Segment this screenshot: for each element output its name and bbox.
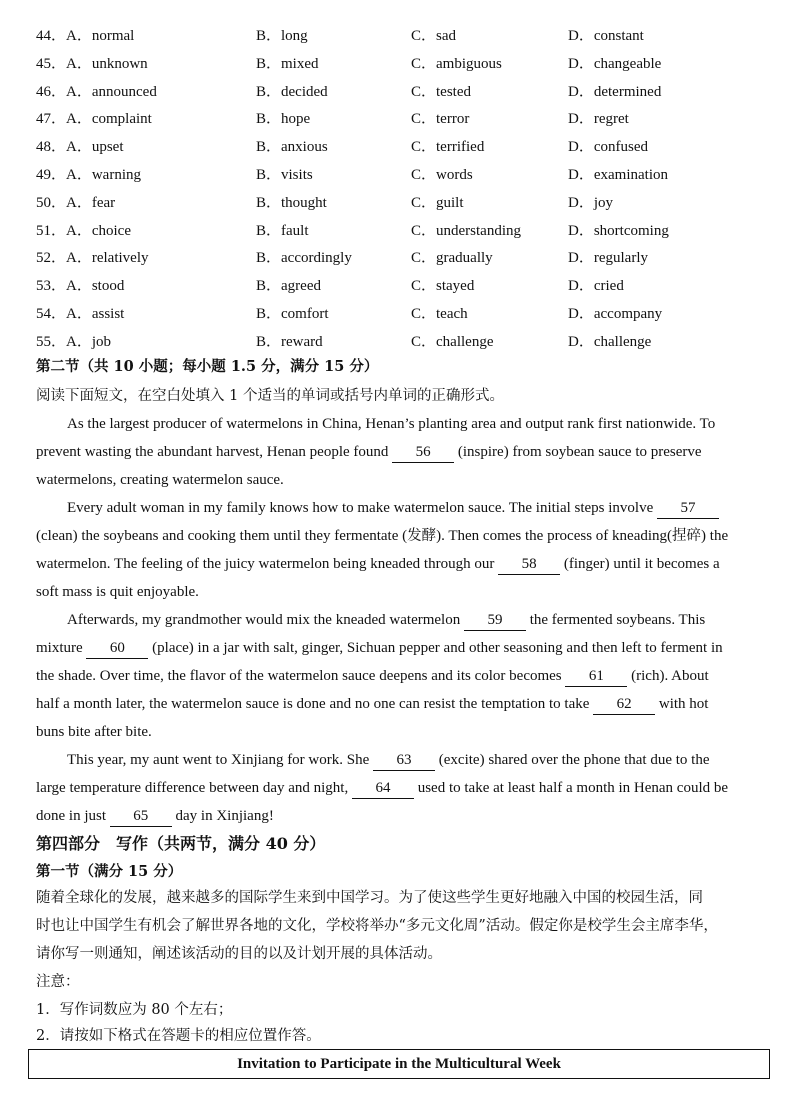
blank-61[interactable]: 61 [565,666,627,687]
option-choice[interactable] [568,246,648,270]
option-text: D． [568,111,594,128]
passage-text: done in just [36,808,110,824]
option-row [0,52,800,76]
passage-line [67,410,797,438]
option-choice[interactable] [256,107,310,131]
option-choice[interactable] [36,219,131,243]
passage-text: (place) in a jar with salt, ginger, Sichuan pepper and other seasoning and then left to ferment in [148,640,723,656]
option-choice[interactable] [568,191,613,215]
option-choice[interactable] [36,330,111,354]
option-text: 54．A． [36,306,92,322]
passage-text: watermelons, creating watermelon sauce. [36,472,284,488]
note-item: 1．写作词数应为 80 个左右； [36,1002,233,1018]
section2-instruction: 阅读下面短文，在空白处填入 1 个适当的单词或括号内单词的正确形式。 [36,388,504,404]
option-text: words [436,167,473,183]
option-text: challenge [436,333,494,350]
passage-line [67,606,797,634]
option-choice[interactable] [411,246,493,270]
option-text: 45．A． [36,55,92,72]
option-text: comfort [281,306,329,322]
blank-60[interactable]: 60 [86,638,148,659]
option-text: D． [568,333,594,350]
option-text: C． [411,250,437,267]
blank-57[interactable]: 57 [657,498,719,519]
passage-text: large temperature difference between day and night, [36,780,352,796]
option-text: teach [436,306,468,322]
option-text: anxious [281,139,328,156]
option-choice[interactable] [411,191,464,215]
writing-prompt-line: 时也让中国学生有机会了解世界各地的文化，学校将举办“多元文化周”活动。假定你是校学生会主席李华， [36,918,718,934]
option-text: C． [411,83,437,100]
option-choice[interactable] [256,330,323,354]
option-text: D． [568,222,594,239]
option-text: C． [411,167,437,183]
passage-text: (rich). About [627,668,709,684]
option-choice[interactable] [36,191,115,215]
option-choice[interactable] [256,135,328,159]
blank-58[interactable]: 58 [498,554,560,575]
option-text: C． [411,278,437,295]
passage-text-cn: 捏碎 [672,528,702,544]
option-text: 44．A． [36,28,92,44]
option-text: thought [281,194,327,211]
option-text: unknown [91,55,148,72]
option-choice[interactable] [36,246,148,270]
option-text: B． [256,222,282,239]
option-choice[interactable] [411,52,502,76]
option-choice[interactable] [36,80,157,104]
option-text: challenge [593,333,652,350]
option-choice[interactable] [411,24,456,48]
option-text: determined [593,83,662,100]
option-text: D． [568,306,594,322]
option-text: D． [568,194,594,211]
passage-text: buns bite after bite. [36,724,152,740]
option-choice[interactable] [568,274,624,298]
option-text: joy [593,194,614,211]
option-text: constant [593,28,644,44]
option-text: 46．A． [36,83,92,100]
option-text: B． [256,278,282,295]
option-text: C． [411,28,437,44]
passage-text: (clean) the soybeans and cooking them until they fermentate ( [36,528,408,544]
option-text: B． [256,28,282,44]
answer-box-title: Invitation to Participate in the Multicultural Week [28,1049,770,1079]
passage-line [67,746,797,774]
option-row [0,302,800,326]
option-text: D． [568,278,594,295]
option-choice[interactable] [36,302,124,326]
writing-prompt-line: 随着全球化的发展，越来越多的国际学生来到中国学习。为了使这些学生更好地融入中国的校园生活，同 [36,890,703,906]
option-text: 49．A． [36,167,92,183]
option-text: C． [411,111,437,128]
option-choice[interactable] [36,135,124,159]
option-text: complaint [91,111,152,128]
part4-subheading: 第一节（满分 15 分） [36,863,183,880]
section2-heading: 第二节（共 10 小题；每小题 1.5 分，满分 15 分） [36,358,379,375]
option-choice[interactable] [256,191,327,215]
option-text: reward [281,333,323,350]
passage-text: half a month later, the watermelon sauce is done and no one can resist the temptation to take [36,696,594,712]
option-choice[interactable] [568,219,669,243]
option-choice[interactable] [36,52,148,76]
option-text: confused [593,139,648,156]
option-choice[interactable] [568,107,629,131]
note-label: 注意： [36,974,80,990]
option-text: job [91,333,112,350]
passage-line [36,634,766,662]
passage-line [36,578,766,606]
option-choice[interactable] [568,52,661,76]
option-text: sad [436,28,457,44]
option-text: examination [593,167,668,183]
option-text: choice [91,222,131,239]
option-text: tested [436,83,472,100]
passage-line [36,662,766,690]
writing-prompt-line: 请你写一则通知，阐述该活动的目的以及计划开展的具体活动。 [36,946,442,962]
blank-65[interactable]: 65 [110,806,172,827]
passage-text: with hot [655,696,709,712]
passage-text: (excite) shared over the phone that due to the [435,752,710,768]
option-text: B． [256,333,282,350]
option-row [0,330,800,354]
option-text: normal [91,28,135,44]
option-row [0,135,800,159]
option-text: C． [411,306,437,322]
option-text: long [281,28,308,44]
option-text: D． [568,250,594,267]
note-item: 2．请按如下格式在答题卡的相应位置作答。 [36,1028,321,1044]
blank-63[interactable]: 63 [373,750,435,771]
option-choice[interactable] [256,24,308,48]
option-choice[interactable] [256,52,319,76]
option-text: D． [568,55,594,72]
passage-text: day in Xinjiang! [171,808,274,824]
option-text: D． [568,167,594,183]
option-choice[interactable] [411,107,469,131]
option-text: hope [281,111,311,128]
option-text: 55．A． [36,333,92,350]
passage-text-cn: 发酵 [407,528,437,544]
option-text: upset [91,139,124,156]
passage-text: (finger) until it becomes a [560,556,720,572]
option-row [0,246,800,270]
option-text: B． [256,167,282,183]
option-text: D． [568,139,594,156]
option-text: understanding [436,222,521,239]
option-text: 47．A． [36,111,92,128]
option-row [0,107,800,131]
option-text: fear [91,194,116,211]
option-text: D． [568,28,594,44]
option-text: B． [256,83,282,100]
option-text: gradually [436,250,493,267]
option-choice[interactable] [568,330,651,354]
option-choice[interactable] [256,219,309,243]
option-text: shortcoming [593,222,669,239]
passage-line [36,802,766,830]
option-choice[interactable] [411,274,474,298]
option-choice[interactable] [36,274,124,298]
option-text: decided [281,83,328,100]
option-choice[interactable] [36,24,134,48]
blank-59[interactable]: 59 [464,610,526,631]
option-row [0,80,800,104]
option-text: announced [91,83,157,100]
option-text: regret [593,111,629,128]
option-row [0,163,800,187]
option-text: changeable [593,55,662,72]
passage-line [36,550,766,578]
option-text: C． [411,222,437,239]
part4-heading: 第四部分 写作（共两节，满分 40 分） [36,834,326,853]
option-text: warning [91,167,141,183]
passage-text: soft mass is quit enjoyable. [36,584,199,600]
option-text: accompany [593,306,663,322]
option-choice[interactable] [256,274,321,298]
option-choice[interactable] [411,163,473,187]
option-choice[interactable] [256,246,352,270]
option-text: fault [281,222,309,239]
passage-text: the fermented soybeans. This [525,612,706,628]
passage-text: ) the [701,528,729,544]
option-text: B． [256,306,282,322]
passage-text: prevent wasting the abundant harvest, Henan people found [36,444,393,460]
option-text: assist [91,306,125,322]
option-text: B． [256,250,282,267]
option-choice[interactable] [36,163,141,187]
option-choice[interactable] [411,135,484,159]
passage-line [67,494,797,522]
option-text: agreed [281,278,321,295]
passage-text: used to take at least half a month in Henan could be [413,780,729,796]
passage-text: Every adult woman in my family knows how to make watermelon sauce. The initial steps involve [67,500,658,516]
option-choice[interactable] [568,24,644,48]
option-row [0,191,800,215]
option-choice[interactable] [411,219,521,243]
option-choice[interactable] [411,330,493,354]
option-text: cried [593,278,624,295]
passage-line [36,690,766,718]
option-text: C． [411,139,437,156]
option-text: C． [411,333,437,350]
option-text: ambiguous [436,55,502,72]
option-text: B． [256,55,282,72]
option-choice[interactable] [36,107,152,131]
option-text: terror [436,111,470,128]
option-text: 53．A． [36,278,92,295]
blank-56[interactable]: 56 [392,442,454,463]
passage-line [36,718,766,746]
passage-line [36,522,766,550]
option-text: 48．A． [36,139,92,156]
option-text: 52．A． [36,250,92,267]
option-choice[interactable] [411,302,468,326]
option-text: regularly [593,250,648,267]
option-choice[interactable] [256,302,329,326]
option-choice[interactable] [256,80,328,104]
passage-text: mixture [36,640,87,656]
option-text: relatively [91,250,149,267]
option-text: B． [256,139,282,156]
option-text: guilt [436,194,464,211]
passage-text: Afterwards, my grandmother would mix the kneaded watermelon [67,612,464,628]
option-row [0,274,800,298]
option-text: B． [256,194,282,211]
option-choice[interactable] [568,163,668,187]
blank-64[interactable]: 64 [352,778,414,799]
option-choice[interactable] [568,135,648,159]
blank-62[interactable]: 62 [593,694,655,715]
option-text: B． [256,111,282,128]
passage-line [36,438,766,466]
passage-text: watermelon. The feeling of the juicy watermelon being kneaded through our [36,556,499,572]
option-text: 50．A． [36,194,92,211]
option-text: visits [281,167,313,183]
option-row [0,24,800,48]
option-text: stood [91,278,125,295]
option-choice[interactable] [256,163,313,187]
option-text: accordingly [281,250,352,267]
option-text: C． [411,194,437,211]
option-choice[interactable] [411,80,471,104]
option-text: mixed [281,55,319,72]
option-text: C． [411,55,437,72]
passage-line [36,466,766,494]
passage-text: As the largest producer of watermelons in China, Henan’s planting area and output rank first nationwide. To [67,416,716,432]
option-text: terrified [436,139,485,156]
passage-text: This year, my aunt went to Xinjiang for work. She [67,752,374,768]
option-choice[interactable] [568,80,661,104]
option-text: 51．A． [36,222,92,239]
option-text: stayed [436,278,475,295]
passage-text: (inspire) from soybean sauce to preserve [454,444,702,460]
passage-text: ). Then comes the process of kneading( [436,528,673,544]
passage-line [36,774,766,802]
passage-text: the shade. Over time, the flavor of the watermelon sauce deepens and its color becomes [36,668,566,684]
option-row [0,219,800,243]
option-text: D． [568,83,594,100]
option-choice[interactable] [568,302,662,326]
